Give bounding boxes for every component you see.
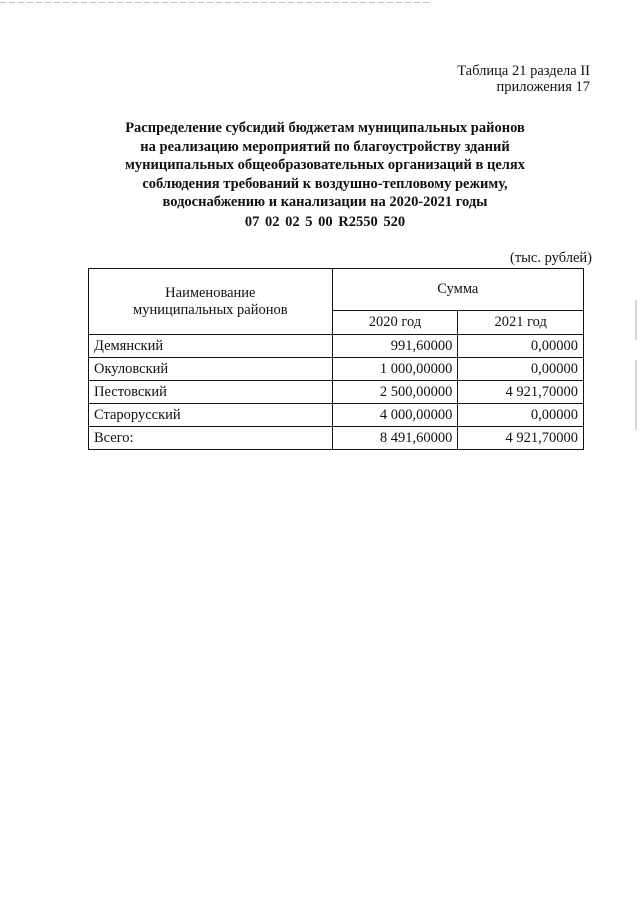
scan-artifact-mark <box>635 360 637 430</box>
amount-2020: 4 000,00000 <box>332 404 458 427</box>
title-line: соблюдения требований к воздушно-тепловому режиму, <box>142 175 508 192</box>
total-row <box>89 427 584 450</box>
table-row <box>89 404 584 427</box>
column-header-name-line2: муниципальных районов <box>133 301 288 318</box>
budget-code: 07 02 02 5 00 R2550 520 <box>244 214 406 230</box>
title-line: Распределение субсидий бюджетам муниципальных районов <box>125 120 525 136</box>
total-label: Всего: <box>89 427 333 450</box>
amount-2021: 0,00000 <box>458 404 584 427</box>
scan-artifact-mark <box>635 300 637 340</box>
district-name: Демянский <box>89 335 333 358</box>
district-name: Пестовский <box>89 381 333 404</box>
amount-2020: 2 500,00000 <box>332 381 458 404</box>
column-header-2021: 2021 год <box>458 311 584 335</box>
amount-2020: 991,60000 <box>332 335 458 358</box>
title-line: водоснабжению и канализации на 2020-2021 годы <box>162 194 488 210</box>
amount-2021: 0,00000 <box>458 335 584 358</box>
table-row <box>89 381 584 404</box>
amount-2021: 4 921,70000 <box>458 381 584 404</box>
column-header-2020: 2020 год <box>332 311 458 335</box>
column-header-name <box>89 269 333 335</box>
column-header-name-line1: Наименование <box>165 284 256 301</box>
document-title <box>110 119 540 212</box>
unit-label: (тыс. рублей) <box>510 250 592 266</box>
column-header-sum: Сумма <box>332 269 583 311</box>
title-line: муниципальных общеобразовательных организаций в целях <box>125 157 525 173</box>
district-name: Старорусский <box>89 404 333 427</box>
table-row <box>89 335 584 358</box>
title-line: на реализацию мероприятий по благоустройству зданий <box>140 138 510 155</box>
table-row <box>89 358 584 381</box>
amount-2020: 1 000,00000 <box>332 358 458 381</box>
table-reference-line1: Таблица 21 раздела II <box>457 63 590 79</box>
table-reference-line2: приложения 17 <box>496 79 590 95</box>
total-2020: 8 491,60000 <box>332 427 458 450</box>
subsidy-table <box>88 268 584 450</box>
table-reference <box>457 63 590 95</box>
total-2021: 4 921,70000 <box>458 427 584 450</box>
district-name: Окуловский <box>89 358 333 381</box>
scan-artifact-line <box>0 2 430 3</box>
amount-2021: 0,00000 <box>458 358 584 381</box>
